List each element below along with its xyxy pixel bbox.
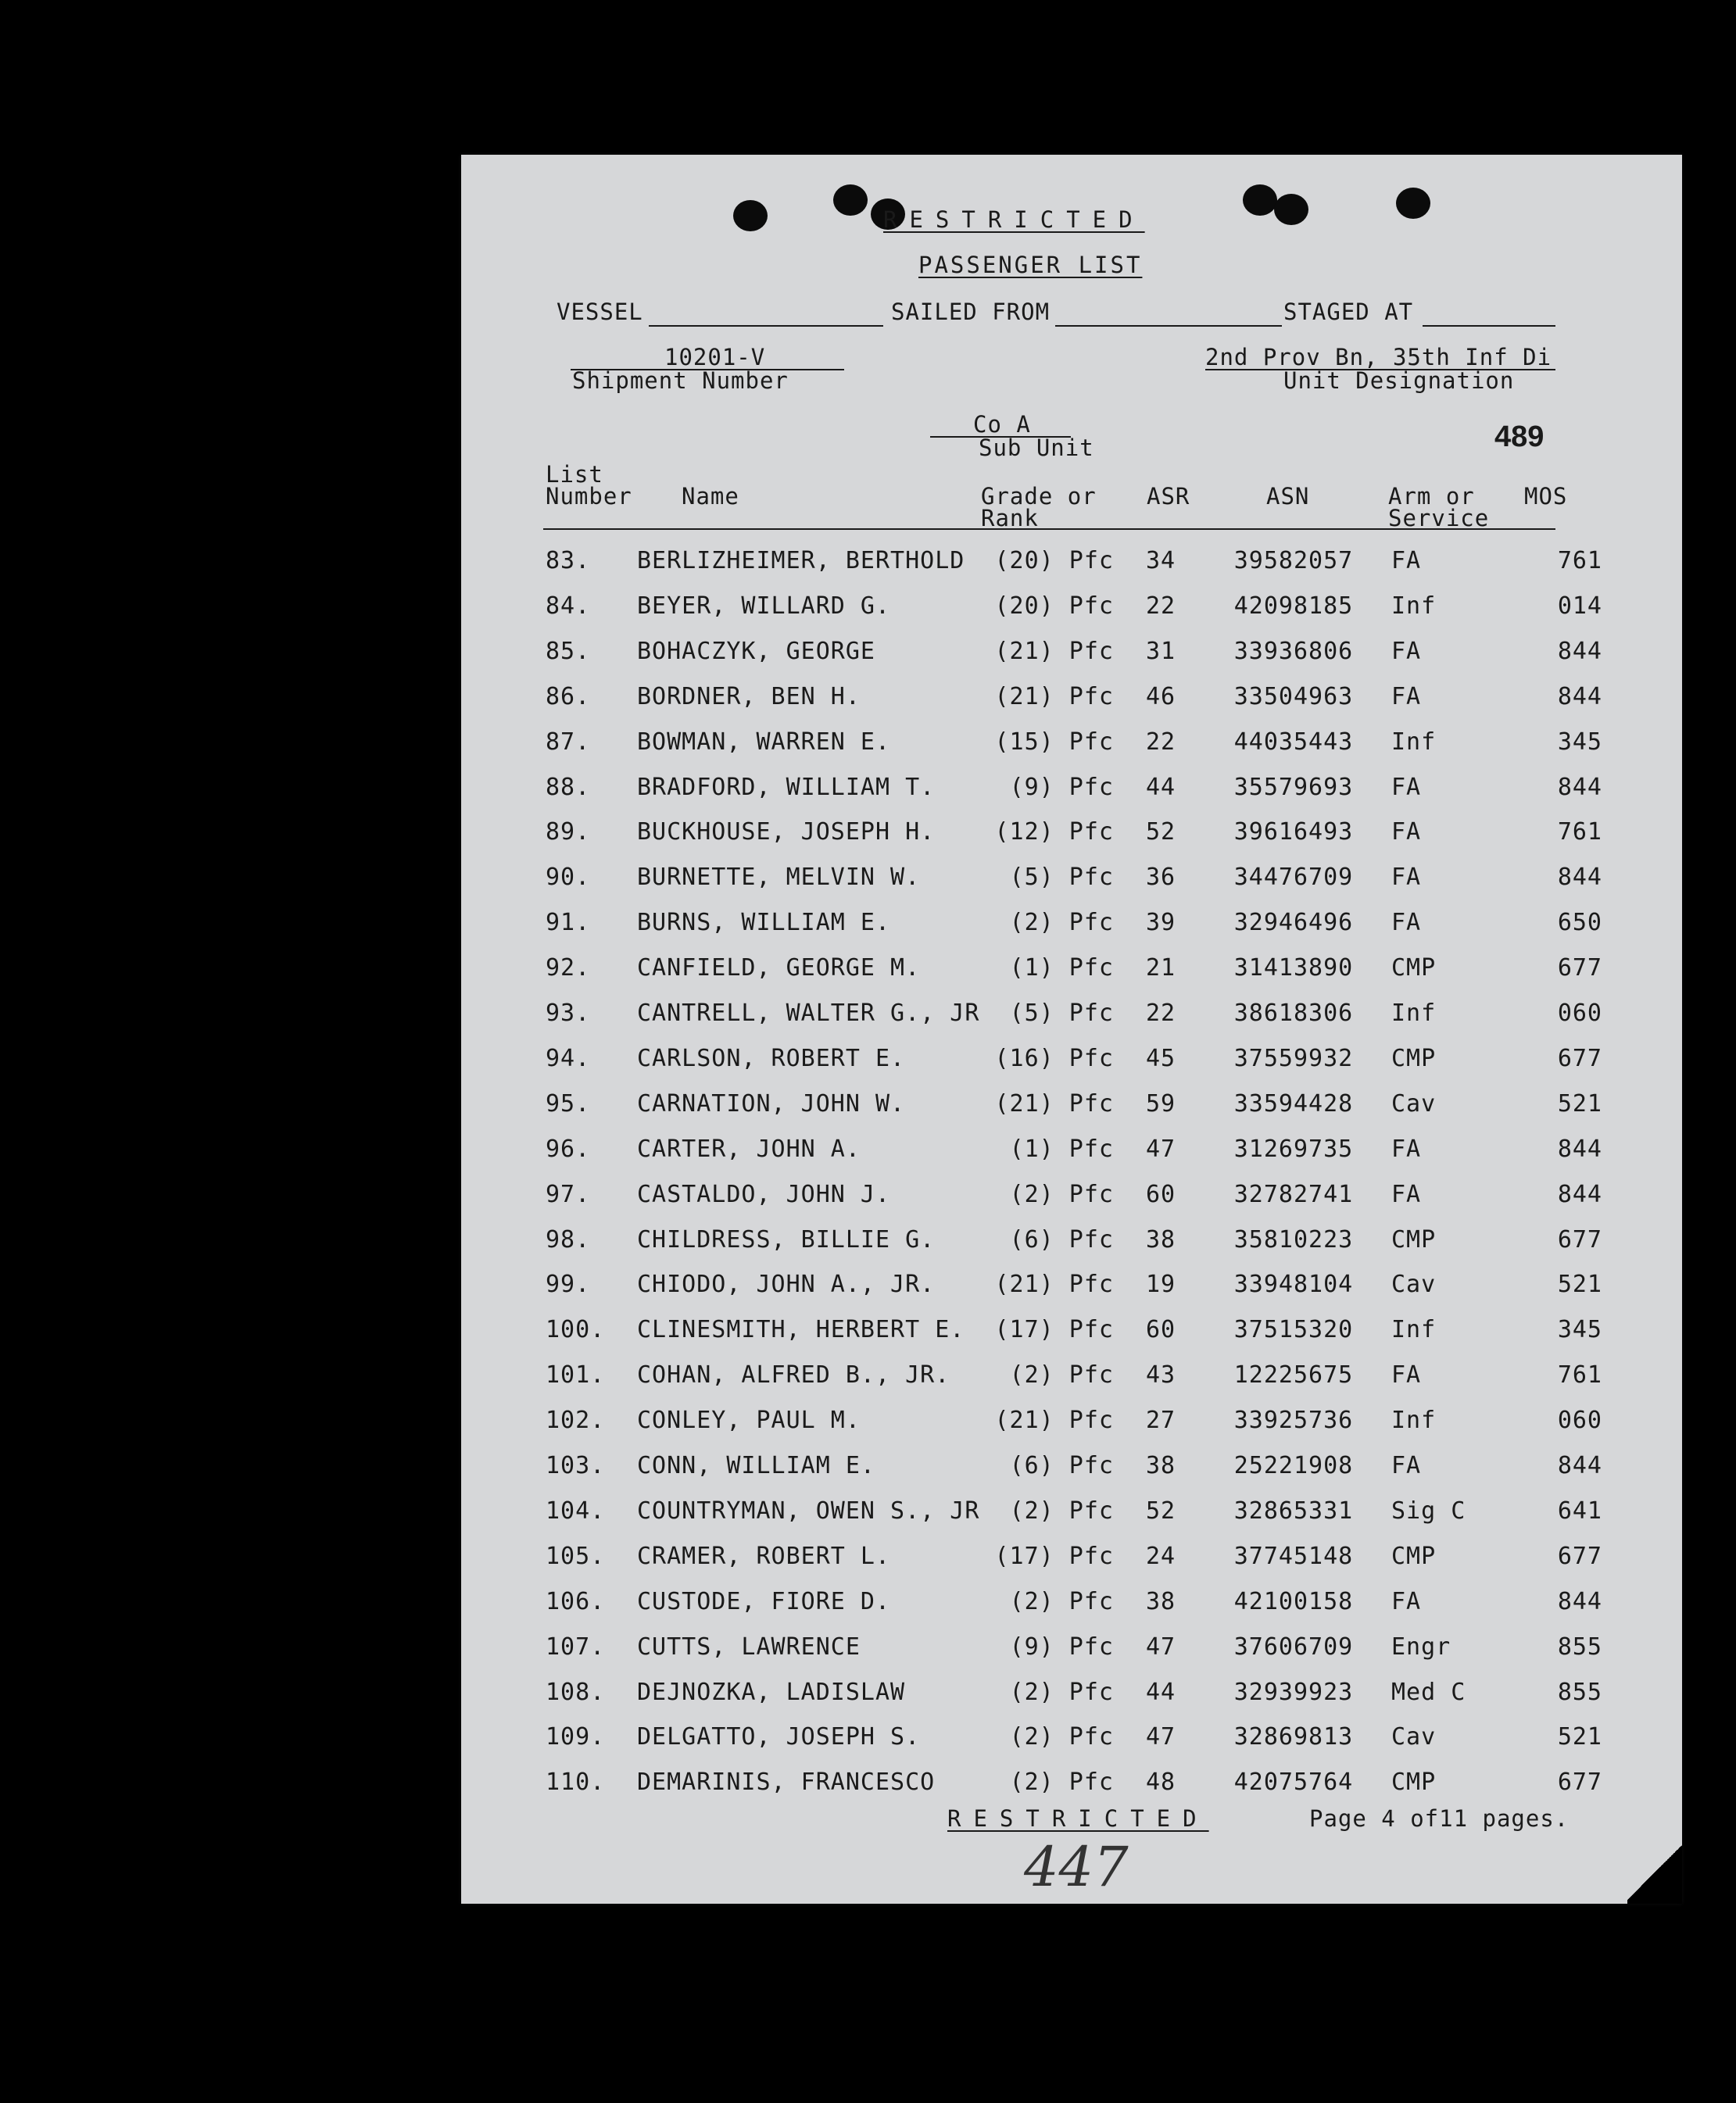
table-row <box>461 1316 1682 1347</box>
mos-cell: 761 <box>1557 547 1602 574</box>
asr-cell: 47 <box>1145 1633 1176 1661</box>
punch-hole <box>1243 184 1277 216</box>
grade-cell: (17) Pfc <box>994 1542 1114 1570</box>
name-cell: CUSTODE, FIORE D. <box>637 1587 891 1615</box>
arm-cell: Cav <box>1391 1271 1437 1299</box>
mos-cell: 345 <box>1557 728 1602 756</box>
table-row <box>461 1271 1682 1302</box>
mos-cell: 855 <box>1557 1678 1602 1706</box>
grade-cell: (21) Pfc <box>994 637 1114 665</box>
mos-cell: 844 <box>1557 1135 1602 1163</box>
grade-cell: (21) Pfc <box>994 1271 1114 1299</box>
asn-cell: 37559932 <box>1233 1044 1354 1072</box>
grade-cell: (1) Pfc <box>1009 954 1114 982</box>
grade-cell: (9) Pfc <box>1009 773 1114 801</box>
name-cell: CASTALDO, JOHN J. <box>637 1180 891 1208</box>
grade-cell: (2) Pfc <box>1009 909 1114 937</box>
name-cell: BURNS, WILLIAM E. <box>637 909 891 937</box>
table-row <box>461 1723 1682 1754</box>
mos-cell: 345 <box>1557 1316 1602 1344</box>
asr-cell: 60 <box>1145 1316 1176 1344</box>
mos-cell: 677 <box>1557 1769 1602 1797</box>
grade-cell: (21) Pfc <box>994 1089 1114 1118</box>
list-number-cell: 100. <box>546 1316 606 1344</box>
asn-cell: 32946496 <box>1233 909 1354 937</box>
col-arm-2: Service <box>1388 505 1490 531</box>
table-row <box>461 1497 1682 1529</box>
asr-cell: 45 <box>1145 1044 1176 1072</box>
table-row <box>461 1045 1682 1076</box>
list-number-cell: 99. <box>546 1271 591 1299</box>
name-cell: COUNTRYMAN, OWEN S., JR <box>637 1497 980 1525</box>
mos-cell: 761 <box>1557 1361 1602 1389</box>
name-cell: CANTRELL, WALTER G., JR <box>637 1000 980 1027</box>
grade-cell: (21) Pfc <box>994 1407 1114 1435</box>
mos-cell: 014 <box>1557 592 1602 620</box>
asn-cell: 34476709 <box>1233 864 1354 892</box>
grade-cell: (1) Pfc <box>1009 1135 1114 1163</box>
name-cell: DEMARINIS, FRANCESCO <box>637 1769 936 1797</box>
staged-at-line <box>1423 325 1555 327</box>
list-number-cell: 108. <box>546 1678 606 1706</box>
name-cell: BURNETTE, MELVIN W. <box>637 864 921 892</box>
arm-cell: FA <box>1391 637 1422 665</box>
list-number-cell: 101. <box>546 1361 606 1389</box>
grade-cell: (2) Pfc <box>1009 1497 1114 1525</box>
grade-cell: (20) Pfc <box>994 592 1114 620</box>
grade-cell: (17) Pfc <box>994 1316 1114 1344</box>
col-list-number-2: Number <box>546 483 632 510</box>
mos-cell: 677 <box>1557 1044 1602 1072</box>
name-cell: BRADFORD, WILLIAM T. <box>637 773 936 801</box>
grade-cell: (6) Pfc <box>1009 1225 1114 1254</box>
list-number-cell: 105. <box>546 1542 606 1570</box>
asr-cell: 36 <box>1145 864 1176 892</box>
list-number-cell: 89. <box>546 818 591 846</box>
name-cell: CLINESMITH, HERBERT E. <box>637 1316 965 1344</box>
classification-header: RESTRICTED <box>883 206 1145 233</box>
col-grade-1: Grade or <box>981 483 1097 510</box>
arm-cell: Inf <box>1391 1316 1437 1344</box>
asr-cell: 24 <box>1145 1542 1176 1570</box>
asr-cell: 46 <box>1145 682 1176 710</box>
table-row <box>461 1136 1682 1167</box>
arm-cell: FA <box>1391 547 1422 574</box>
asr-cell: 47 <box>1145 1135 1176 1163</box>
document-title: PASSENGER LIST <box>918 252 1143 278</box>
grade-cell: (16) Pfc <box>994 1044 1114 1072</box>
grade-cell: (2) Pfc <box>1009 1769 1114 1797</box>
arm-cell: Sig C <box>1391 1497 1466 1525</box>
col-list-number-1: List <box>546 461 603 488</box>
punch-hole <box>733 200 768 231</box>
table-row <box>461 1679 1682 1710</box>
table-row <box>461 774 1682 805</box>
table-row <box>461 1407 1682 1438</box>
sailed-from-line <box>1055 325 1282 327</box>
list-number-cell: 91. <box>546 909 591 937</box>
table-row <box>461 1769 1682 1800</box>
asn-cell: 35810223 <box>1233 1225 1354 1254</box>
table-row <box>461 592 1682 624</box>
asn-cell: 32939923 <box>1233 1678 1354 1706</box>
arm-cell: Inf <box>1391 1000 1437 1027</box>
vessel-label: VESSEL <box>557 299 643 325</box>
header-rule <box>543 528 1555 530</box>
arm-cell: FA <box>1391 1361 1422 1389</box>
col-asn: ASN <box>1266 483 1310 510</box>
col-grade-2: Rank <box>981 505 1039 531</box>
asr-cell: 19 <box>1145 1271 1176 1299</box>
list-number-cell: 85. <box>546 637 591 665</box>
list-number-cell: 96. <box>546 1135 591 1163</box>
table-row <box>461 1226 1682 1257</box>
grade-cell: (2) Pfc <box>1009 1180 1114 1208</box>
table-row <box>461 1543 1682 1574</box>
punch-hole <box>1274 194 1308 225</box>
table-row <box>461 864 1682 895</box>
name-cell: CARNATION, JOHN W. <box>637 1089 906 1118</box>
asn-cell: 42075764 <box>1233 1769 1354 1797</box>
asn-cell: 32782741 <box>1233 1180 1354 1208</box>
grade-cell: (21) Pfc <box>994 682 1114 710</box>
asn-cell: 31413890 <box>1233 954 1354 982</box>
mos-cell: 844 <box>1557 1587 1602 1615</box>
table-row <box>461 954 1682 985</box>
name-cell: CUTTS, LAWRENCE <box>637 1633 861 1661</box>
arm-cell: FA <box>1391 1180 1422 1208</box>
grade-cell: (2) Pfc <box>1009 1361 1114 1389</box>
arm-cell: FA <box>1391 818 1422 846</box>
asr-cell: 34 <box>1145 547 1176 574</box>
asr-cell: 27 <box>1145 1407 1176 1435</box>
name-cell: BERLIZHEIMER, BERTHOLD <box>637 547 965 574</box>
asn-cell: 33925736 <box>1233 1407 1354 1435</box>
asr-cell: 39 <box>1145 909 1176 937</box>
staged-at-label: STAGED AT <box>1283 299 1414 325</box>
table-row <box>461 728 1682 760</box>
mos-cell: 844 <box>1557 1452 1602 1479</box>
asn-cell: 32865331 <box>1233 1497 1354 1525</box>
name-cell: BEYER, WILLARD G. <box>637 592 891 620</box>
list-number-cell: 87. <box>546 728 591 756</box>
grade-cell: (2) Pfc <box>1009 1723 1114 1751</box>
list-number-cell: 102. <box>546 1407 606 1435</box>
table-row <box>461 638 1682 669</box>
sub-unit: Co A <box>973 411 1031 438</box>
name-cell: CHILDRESS, BILLIE G. <box>637 1225 936 1254</box>
list-number-cell: 109. <box>546 1723 606 1751</box>
mos-cell: 844 <box>1557 1180 1602 1208</box>
asr-cell: 22 <box>1145 728 1176 756</box>
asn-cell: 12225675 <box>1233 1361 1354 1389</box>
arm-cell: FA <box>1391 1587 1422 1615</box>
grade-cell: (20) Pfc <box>994 547 1114 574</box>
list-number-cell: 97. <box>546 1180 591 1208</box>
punch-hole <box>833 184 868 216</box>
table-row <box>461 683 1682 714</box>
list-number-cell: 83. <box>546 547 591 574</box>
list-number-cell: 104. <box>546 1497 606 1525</box>
mos-cell: 650 <box>1557 909 1602 937</box>
asn-cell: 38618306 <box>1233 1000 1354 1027</box>
col-arm-1: Arm or <box>1388 483 1475 510</box>
asn-cell: 33504963 <box>1233 682 1354 710</box>
grade-cell: (15) Pfc <box>994 728 1114 756</box>
mos-cell: 844 <box>1557 682 1602 710</box>
asr-cell: 43 <box>1145 1361 1176 1389</box>
name-cell: COHAN, ALFRED B., JR. <box>637 1361 950 1389</box>
asr-cell: 47 <box>1145 1723 1176 1751</box>
page-info: Page 4 of11 pages. <box>1309 1805 1570 1832</box>
asn-cell: 33594428 <box>1233 1089 1354 1118</box>
handwritten-number: 447 <box>1024 1835 1129 1899</box>
arm-cell: CMP <box>1391 1542 1437 1570</box>
name-cell: BORDNER, BEN H. <box>637 682 861 710</box>
sailed-from-label: SAILED FROM <box>891 299 1051 325</box>
list-number-cell: 93. <box>546 1000 591 1027</box>
asr-cell: 31 <box>1145 637 1176 665</box>
table-row <box>461 1452 1682 1483</box>
asr-cell: 59 <box>1145 1089 1176 1118</box>
table-row <box>461 1361 1682 1393</box>
asn-cell: 37515320 <box>1233 1316 1354 1344</box>
arm-cell: FA <box>1391 1135 1422 1163</box>
arm-cell: Med C <box>1391 1678 1466 1706</box>
grade-cell: (2) Pfc <box>1009 1587 1114 1615</box>
name-cell: BOWMAN, WARREN E. <box>637 728 891 756</box>
asn-cell: 44035443 <box>1233 728 1354 756</box>
asn-cell: 25221908 <box>1233 1452 1354 1479</box>
asr-cell: 22 <box>1145 592 1176 620</box>
mos-cell: 521 <box>1557 1271 1602 1299</box>
asn-cell: 31269735 <box>1233 1135 1354 1163</box>
shipment-number-label: Shipment Number <box>572 367 789 394</box>
name-cell: BUCKHOUSE, JOSEPH H. <box>637 818 936 846</box>
asn-cell: 33936806 <box>1233 637 1354 665</box>
name-cell: DELGATTO, JOSEPH S. <box>637 1723 921 1751</box>
asn-cell: 33948104 <box>1233 1271 1354 1299</box>
classification-footer: RESTRICTED <box>947 1805 1209 1832</box>
asr-cell: 21 <box>1145 954 1176 982</box>
mos-cell: 521 <box>1557 1723 1602 1751</box>
arm-cell: Inf <box>1391 592 1437 620</box>
asr-cell: 22 <box>1145 1000 1176 1027</box>
asn-cell: 37745148 <box>1233 1542 1354 1570</box>
document-sheet <box>461 155 1682 1904</box>
table-row <box>461 818 1682 849</box>
table-row <box>461 909 1682 940</box>
mos-cell: 844 <box>1557 773 1602 801</box>
table-row <box>461 1090 1682 1121</box>
sub-unit-label: Sub Unit <box>979 435 1094 461</box>
asr-cell: 44 <box>1145 773 1176 801</box>
asn-cell: 42098185 <box>1233 592 1354 620</box>
arm-cell: Cav <box>1391 1089 1437 1118</box>
mos-cell: 641 <box>1557 1497 1602 1525</box>
list-number-cell: 86. <box>546 682 591 710</box>
name-cell: CONLEY, PAUL M. <box>637 1407 861 1435</box>
asr-cell: 48 <box>1145 1769 1176 1797</box>
asn-cell: 39616493 <box>1233 818 1354 846</box>
asr-cell: 60 <box>1145 1180 1176 1208</box>
list-number-cell: 94. <box>546 1044 591 1072</box>
name-cell: CANFIELD, GEORGE M. <box>637 954 921 982</box>
table-row <box>461 1588 1682 1619</box>
arm-cell: FA <box>1391 773 1422 801</box>
list-number-cell: 98. <box>546 1225 591 1254</box>
grade-cell: (12) Pfc <box>994 818 1114 846</box>
list-number-cell: 110. <box>546 1769 606 1797</box>
table-row <box>461 547 1682 578</box>
unit-designation: 2nd Prov Bn, 35th Inf Di <box>1205 344 1552 370</box>
grade-cell: (5) Pfc <box>1009 864 1114 892</box>
mos-cell: 855 <box>1557 1633 1602 1661</box>
name-cell: CONN, WILLIAM E. <box>637 1452 875 1479</box>
list-number-cell: 106. <box>546 1587 606 1615</box>
name-cell: BOHACZYK, GEORGE <box>637 637 875 665</box>
grade-cell: (2) Pfc <box>1009 1678 1114 1706</box>
mos-cell: 677 <box>1557 1225 1602 1254</box>
list-number-cell: 103. <box>546 1452 606 1479</box>
asn-cell: 42100158 <box>1233 1587 1354 1615</box>
col-asr: ASR <box>1147 483 1190 510</box>
arm-cell: CMP <box>1391 1225 1437 1254</box>
table-row <box>461 1181 1682 1212</box>
table-row <box>461 1000 1682 1031</box>
col-name: Name <box>682 483 739 510</box>
asr-cell: 52 <box>1145 818 1176 846</box>
asn-cell: 32869813 <box>1233 1723 1354 1751</box>
mos-cell: 060 <box>1557 1407 1602 1435</box>
page-corner-fold <box>1627 1841 1682 1904</box>
mos-cell: 521 <box>1557 1089 1602 1118</box>
mos-cell: 761 <box>1557 818 1602 846</box>
col-mos: MOS <box>1524 483 1568 510</box>
arm-cell: Cav <box>1391 1723 1437 1751</box>
arm-cell: Inf <box>1391 1407 1437 1435</box>
grade-cell: (6) Pfc <box>1009 1452 1114 1479</box>
name-cell: CARLSON, ROBERT E. <box>637 1044 906 1072</box>
asr-cell: 38 <box>1145 1587 1176 1615</box>
list-number-cell: 84. <box>546 592 591 620</box>
mos-cell: 677 <box>1557 954 1602 982</box>
name-cell: CHIODO, JOHN A., JR. <box>637 1271 936 1299</box>
arm-cell: FA <box>1391 682 1422 710</box>
punch-hole <box>1396 188 1430 219</box>
mos-cell: 060 <box>1557 1000 1602 1027</box>
list-number-cell: 88. <box>546 773 591 801</box>
name-cell: DEJNOZKA, LADISLAW <box>637 1678 906 1706</box>
list-number-cell: 95. <box>546 1089 591 1118</box>
asr-cell: 52 <box>1145 1497 1176 1525</box>
arm-cell: Inf <box>1391 728 1437 756</box>
asr-cell: 38 <box>1145 1225 1176 1254</box>
vessel-line <box>649 325 883 327</box>
grade-cell: (9) Pfc <box>1009 1633 1114 1661</box>
arm-cell: CMP <box>1391 1044 1437 1072</box>
grade-cell: (5) Pfc <box>1009 1000 1114 1027</box>
arm-cell: Engr <box>1391 1633 1451 1661</box>
mos-cell: 844 <box>1557 864 1602 892</box>
mos-cell: 844 <box>1557 637 1602 665</box>
unit-designation-label: Unit Designation <box>1283 367 1515 394</box>
asn-cell: 37606709 <box>1233 1633 1354 1661</box>
name-cell: CARTER, JOHN A. <box>637 1135 861 1163</box>
asr-cell: 38 <box>1145 1452 1176 1479</box>
arm-cell: FA <box>1391 1452 1422 1479</box>
list-number-cell: 107. <box>546 1633 606 1661</box>
asn-cell: 39582057 <box>1233 547 1354 574</box>
list-number-cell: 90. <box>546 864 591 892</box>
asn-cell: 35579693 <box>1233 773 1354 801</box>
arm-cell: CMP <box>1391 954 1437 982</box>
mos-cell: 677 <box>1557 1542 1602 1570</box>
arm-cell: FA <box>1391 864 1422 892</box>
shipment-number: 10201-V <box>664 344 766 370</box>
name-cell: CRAMER, ROBERT L. <box>637 1542 891 1570</box>
arm-cell: CMP <box>1391 1769 1437 1797</box>
table-row <box>461 1633 1682 1665</box>
asr-cell: 44 <box>1145 1678 1176 1706</box>
list-number-cell: 92. <box>546 954 591 982</box>
arm-cell: FA <box>1391 909 1422 937</box>
page-stamp-number: 489 <box>1494 420 1545 453</box>
